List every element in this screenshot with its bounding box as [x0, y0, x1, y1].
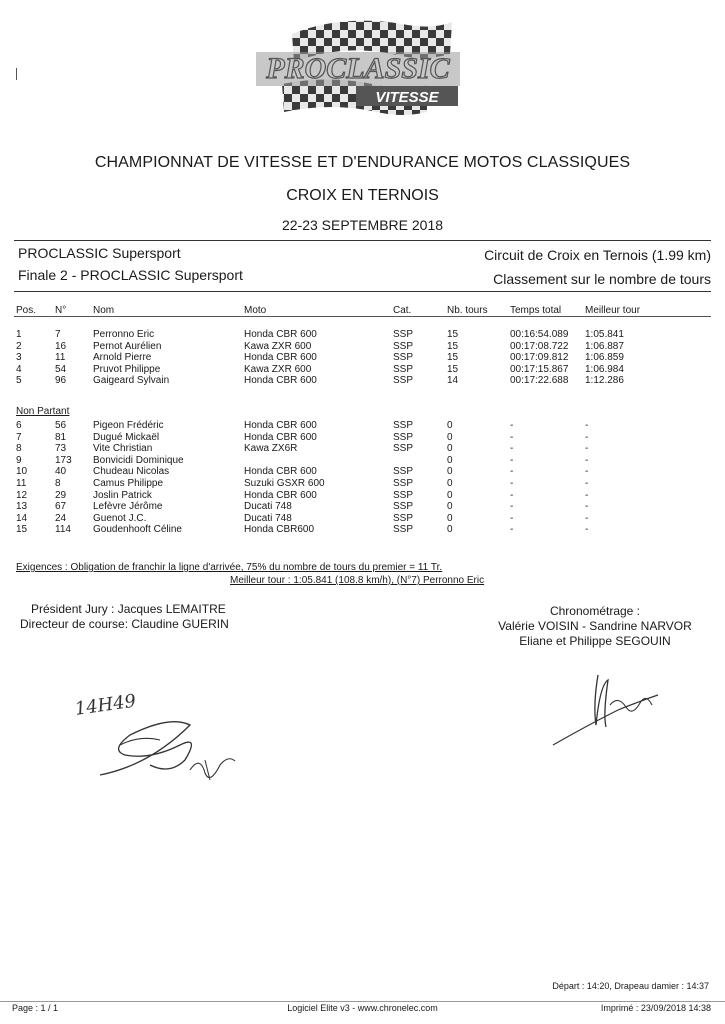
cell-nom: Camus Philippe	[93, 478, 164, 489]
cell-mt: 1:06.859	[585, 352, 624, 364]
jury-president: Président Jury : Jacques LEMAITRE	[31, 602, 226, 616]
cell-num: 40	[55, 466, 67, 478]
col-cat: Cat.	[393, 305, 412, 316]
software-credit: Logiciel Elite v3 - www.chronelec.com	[287, 1003, 438, 1013]
cell-nb: 0	[447, 489, 453, 501]
cell-pos: 13	[16, 501, 28, 513]
race-label: Finale 2 - PROCLASSIC Supersport	[18, 267, 243, 283]
cell-nom: Lefèvre Jérôme	[93, 501, 163, 513]
cell-moto: Honda CBR 600	[244, 431, 317, 443]
table-row	[0, 443, 725, 455]
cell-num: 7	[55, 329, 61, 340]
cell-mt: -	[585, 512, 589, 524]
cell-cat: SSP	[393, 501, 414, 513]
cell-pos: 7	[16, 431, 22, 443]
cell-mt: -	[585, 420, 589, 431]
cell-moto: Kawa ZXR 600	[244, 340, 312, 352]
cell-num: 67	[55, 501, 67, 513]
col-mt: Meilleur tour	[585, 305, 641, 316]
cell-cat: SSP	[393, 352, 414, 364]
event-dates: 22-23 SEPTEMBRE 2018	[281, 217, 444, 233]
cell-pos: 14	[16, 512, 28, 524]
chrono-signature	[548, 665, 678, 755]
cell-nom: Goudenhooft Céline	[93, 524, 182, 536]
cell-moto: Honda CBR 600	[244, 329, 317, 340]
col-num: N°	[55, 305, 67, 316]
cell-num: 81	[55, 431, 67, 443]
cell-tt: -	[510, 466, 514, 478]
col-moto: Moto	[244, 305, 267, 316]
cell-moto: Honda CBR 600	[244, 489, 317, 501]
jury-signature	[90, 705, 250, 800]
cell-cat: SSP	[393, 340, 414, 352]
print-timestamp: Imprimé : 23/09/2018 14:38	[600, 1003, 711, 1013]
cell-num: 11	[55, 352, 66, 364]
cell-nb: 0	[447, 420, 453, 431]
start-info: Départ : 14:20, Drapeau damier : 14:37	[552, 981, 709, 991]
cell-tt: -	[510, 454, 514, 466]
cell-num: 29	[55, 489, 67, 501]
cell-num: 54	[55, 363, 67, 375]
cell-nom: Pigeon Frédéric	[93, 420, 164, 431]
table-row	[0, 420, 725, 432]
cell-moto: Honda CBR 600	[244, 420, 317, 431]
table-row	[0, 432, 725, 444]
cell-pos: 15	[16, 524, 28, 536]
cell-tt: -	[510, 501, 514, 513]
table-row	[0, 490, 725, 502]
cell-tt: -	[510, 478, 514, 489]
cell-tt: 00:16:54.089	[510, 329, 569, 340]
category-label: PROCLASSIC Supersport	[18, 245, 181, 261]
cell-nb: 0	[447, 466, 453, 478]
cell-nom: Pruvot Philippe	[93, 363, 161, 375]
col-nb: Nb. tours	[447, 305, 488, 316]
cell-cat: SSP	[393, 363, 414, 375]
cell-tt: -	[510, 512, 514, 524]
col-nom: Nom	[93, 305, 115, 316]
cell-nom: Perronno Eric	[93, 329, 155, 340]
cell-nb: 15	[447, 340, 459, 352]
table-row	[0, 352, 725, 364]
cell-moto: Honda CBR600	[244, 524, 315, 536]
cell-cat: SSP	[393, 431, 414, 443]
cell-moto: Honda CBR 600	[244, 466, 317, 478]
cell-pos: 1	[16, 329, 22, 340]
cell-moto: Honda CBR 600	[244, 375, 317, 387]
cell-nom: Pernot Aurélien	[93, 340, 162, 352]
cell-moto: Kawa ZX6R	[244, 443, 298, 455]
cell-nb: 15	[447, 329, 459, 340]
page-number: Page : 1 / 1	[12, 1003, 59, 1013]
cell-pos: 3	[16, 352, 22, 364]
cell-mt: -	[585, 466, 589, 478]
cell-nom: Gaigeard Sylvain	[93, 375, 170, 387]
chrono-title: Chronométrage :	[549, 604, 641, 618]
cell-cat: SSP	[393, 420, 414, 431]
cell-mt: 1:06.984	[585, 363, 624, 375]
cell-nb: 14	[447, 375, 459, 387]
championship-title: CHAMPIONNAT DE VITESSE ET D'ENDURANCE MOTOS CLASSIQUES	[94, 154, 631, 171]
cell-mt: -	[585, 431, 589, 443]
cell-moto: Ducati 748	[244, 512, 292, 524]
table-row	[0, 513, 725, 525]
best-lap-text: Meilleur tour : 1:05.841 (108.8 km/h), (N°7) Perronno Eric	[230, 575, 485, 586]
cell-cat: SSP	[393, 512, 414, 524]
cell-nb: 0	[447, 512, 453, 524]
cell-cat: SSP	[393, 329, 414, 340]
col-tt: Temps total	[510, 305, 562, 316]
table-row	[0, 341, 725, 353]
venue-title: CROIX EN TERNOIS	[286, 187, 439, 204]
table-row	[0, 455, 725, 467]
chrono-names-1: Valérie VOISIN - Sandrine NARVOR	[498, 619, 692, 633]
cell-tt: 00:17:09.812	[510, 352, 569, 364]
cell-num: 173	[55, 454, 72, 466]
table-row	[0, 478, 725, 490]
divider	[14, 316, 711, 317]
cell-cat: SSP	[393, 443, 414, 455]
cell-nom: Guenot J.C.	[93, 512, 147, 524]
cell-cat: SSP	[393, 478, 414, 489]
circuit-label: Circuit de Croix en Ternois (1.99 km)	[484, 247, 711, 263]
cell-nb: 15	[447, 363, 459, 375]
cell-nom: Vite Christian	[93, 443, 153, 455]
table-row	[0, 524, 725, 536]
table-row	[0, 375, 725, 387]
cell-pos: 12	[16, 489, 28, 501]
cell-nb: 15	[447, 352, 459, 364]
cell-mt: -	[585, 478, 589, 489]
cell-mt: -	[585, 454, 589, 466]
cell-moto: Suzuki GSXR 600	[244, 478, 325, 489]
cell-nom: Chudeau Nicolas	[93, 466, 170, 478]
cell-pos: 2	[16, 340, 22, 352]
cell-nb: 0	[447, 431, 453, 443]
cell-mt: -	[585, 443, 589, 455]
requirements-text: Exigences : Obligation de franchir la ligne d'arrivée, 75% du nombre de tours du premier = 11 Tr.	[16, 562, 443, 573]
cell-cat: SSP	[393, 375, 414, 387]
cell-tt: -	[510, 431, 514, 443]
cell-tt: -	[510, 420, 514, 431]
cell-tt: -	[510, 524, 514, 536]
cell-pos: 4	[16, 363, 22, 375]
cell-nb: 0	[447, 454, 453, 466]
cell-moto: Ducati 748	[244, 501, 292, 513]
svg-text:PROCLASSIC: PROCLASSIC	[266, 52, 450, 85]
cell-mt: 1:12.286	[585, 375, 624, 387]
cell-num: 114	[55, 524, 71, 536]
cell-moto: Honda CBR 600	[244, 352, 317, 364]
cell-nb: 0	[447, 478, 453, 489]
table-row	[0, 501, 725, 513]
cell-nb: 0	[447, 524, 453, 536]
cell-pos: 10	[16, 466, 28, 478]
cell-nb: 0	[447, 501, 453, 513]
classification-label: Classement sur le nombre de tours	[493, 271, 711, 287]
cell-mt: 1:06.887	[585, 340, 624, 352]
cell-mt: -	[585, 524, 589, 536]
margin-mark	[16, 68, 17, 80]
footer-divider	[0, 1001, 725, 1002]
cell-num: 16	[55, 340, 67, 352]
divider	[14, 240, 711, 241]
svg-text:14H49: 14H49	[73, 690, 138, 720]
cell-pos: 11	[16, 478, 27, 489]
table-row	[0, 466, 725, 478]
cell-mt: 1:05.841	[585, 329, 624, 340]
cell-tt: 00:17:08.722	[510, 340, 569, 352]
svg-text:VITESSE: VITESSE	[375, 89, 439, 106]
cell-num: 24	[55, 512, 67, 524]
chrono-names-2: Eliane et Philippe SEGOUIN	[519, 634, 671, 648]
cell-tt: -	[510, 443, 514, 455]
cell-num: 73	[55, 443, 67, 455]
cell-pos: 9	[16, 454, 22, 466]
cell-nom: Dugué Mickaël	[93, 431, 160, 443]
cell-num: 56	[55, 420, 67, 431]
proclassic-logo	[252, 14, 464, 118]
table-row	[0, 364, 725, 376]
cell-cat: SSP	[393, 524, 414, 536]
cell-nb: 0	[447, 443, 453, 455]
table-row	[0, 329, 725, 341]
non-partant-heading: Non Partant	[16, 406, 70, 417]
cell-cat: SSP	[393, 466, 414, 478]
cell-mt: -	[585, 489, 589, 501]
cell-moto: Kawa ZXR 600	[244, 363, 312, 375]
cell-tt: 00:17:15.867	[510, 363, 569, 375]
cell-mt: -	[585, 501, 589, 513]
divider	[14, 291, 711, 292]
cell-num: 96	[55, 375, 67, 387]
cell-pos: 5	[16, 375, 22, 387]
cell-nom: Joslin Patrick	[93, 489, 152, 501]
race-director: Directeur de course: Claudine GUERIN	[20, 617, 229, 631]
col-pos: Pos.	[16, 305, 37, 316]
cell-nom: Bonvicidi Dominique	[93, 454, 184, 466]
cell-nom: Arnold Pierre	[93, 352, 152, 364]
cell-pos: 8	[16, 443, 22, 455]
cell-tt: -	[510, 489, 514, 501]
cell-tt: 00:17:22.688	[510, 375, 569, 387]
cell-num: 8	[55, 478, 61, 489]
cell-pos: 6	[16, 420, 22, 431]
cell-cat: SSP	[393, 489, 414, 501]
